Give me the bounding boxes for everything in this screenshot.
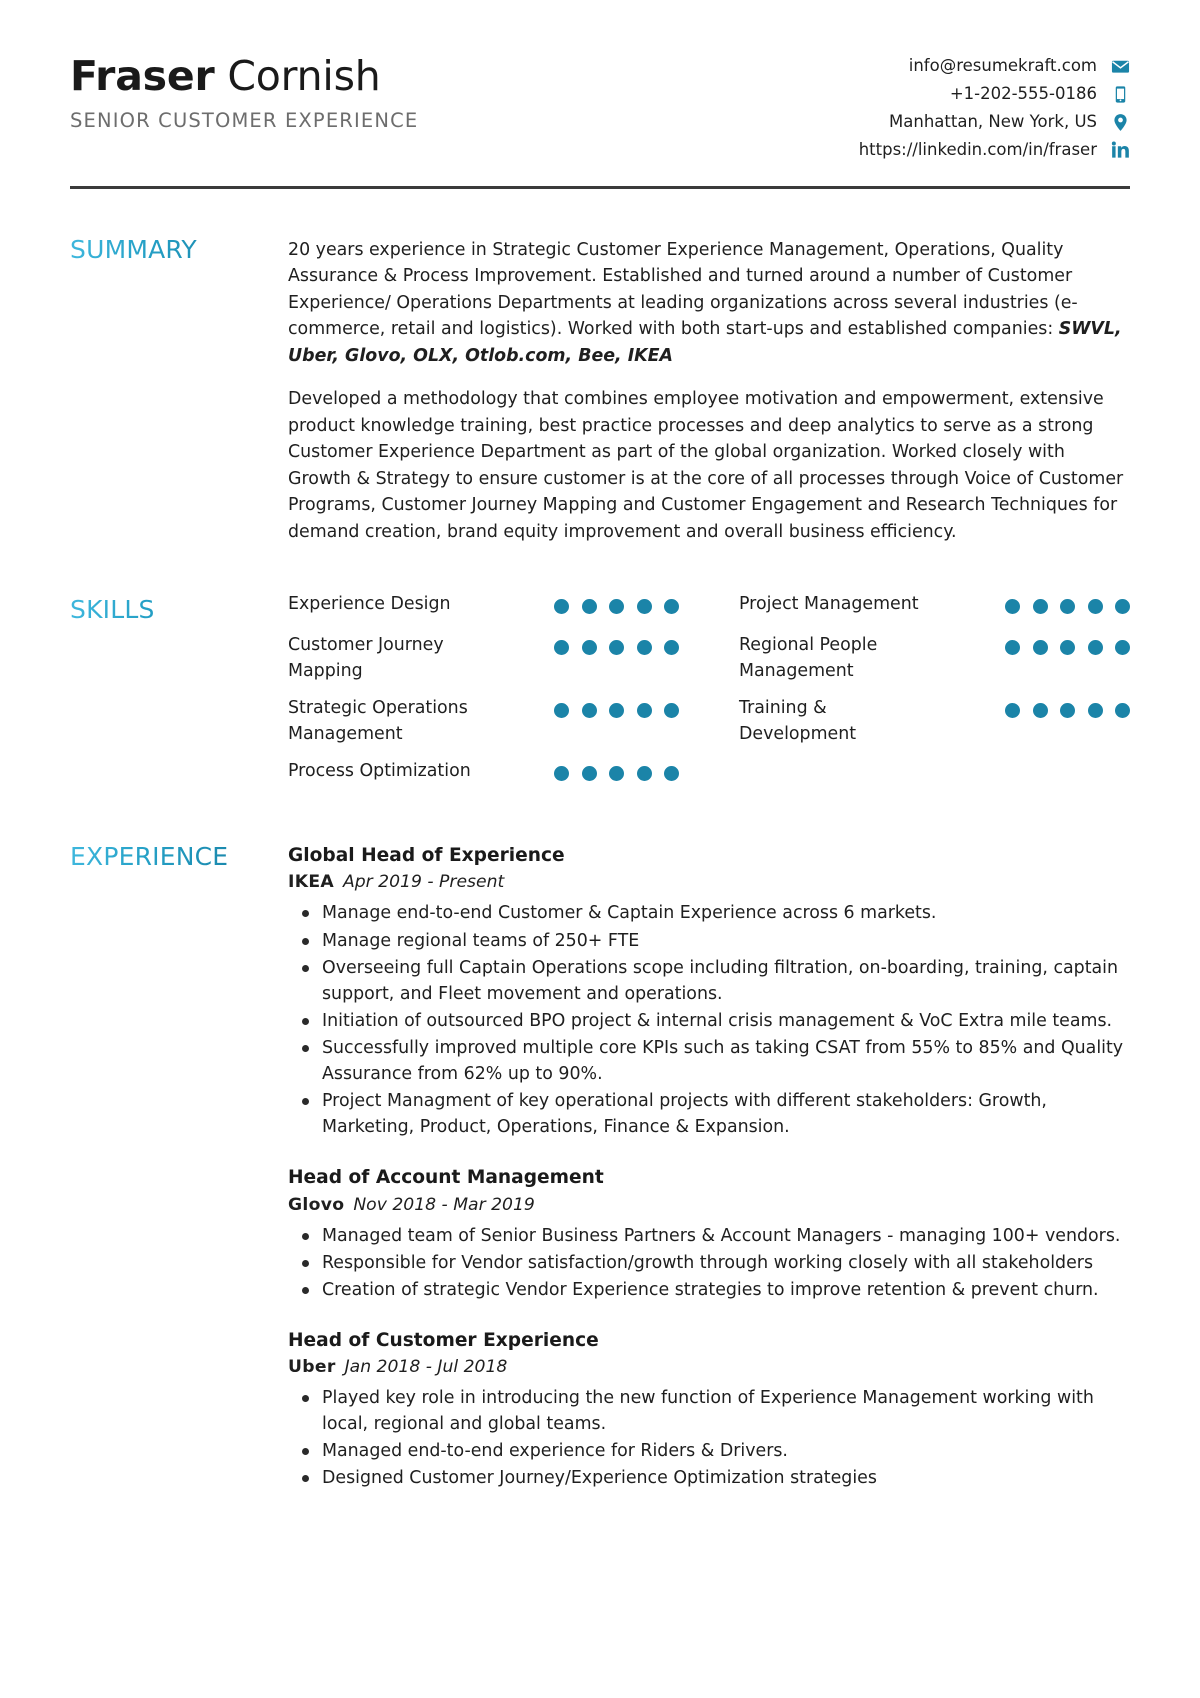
rating-dot <box>609 766 624 781</box>
skill-name: Customer Journey Mapping <box>288 634 444 681</box>
job-bullet: Manage regional teams of 250+ FTE <box>288 928 1130 954</box>
job-bullet: Played key role in introducing the new function of Experience Management working with local, regional and global teams. <box>288 1385 1130 1437</box>
job-meta <box>288 870 1130 895</box>
skill-name: Process Optimization <box>288 761 471 782</box>
summary-paragraph-2: Developed a methodology that combines employee motivation and empowerment, extensive product knowledge training, best practice processes and deep analytics to serve as a strong Customer Experience Department as part of the global organization. Worked closely with Growth & Strategy to ensure customer is at the core of all processes through Voice of Customer Programs, Customer Journey Mapping and Customer Engagement and Research Techniques for demand creation, brand equity improvement and overall business efficiency. <box>288 389 1124 542</box>
contact-linkedin-text: https://linkedin.com/in/fraser <box>858 139 1097 159</box>
rating-dot <box>1088 640 1103 655</box>
rating-dot <box>554 599 569 614</box>
experience-entry <box>288 1329 1130 1492</box>
skill-item <box>739 633 1130 684</box>
job-company: IKEA <box>288 872 334 893</box>
job-meta <box>288 1193 1130 1218</box>
summary-body <box>288 237 1130 545</box>
job-bullet: Overseeing full Captain Operations scope including filtration, on-boarding, training, captain support, and Fleet movement and operations. <box>288 955 1130 1007</box>
contact-email[interactable] <box>859 52 1130 80</box>
experience-entry <box>288 1166 1130 1302</box>
rating-dot <box>582 766 597 781</box>
rating-dot <box>1005 640 1020 655</box>
job-role: Head of Account Management <box>288 1167 604 1189</box>
last-name: Cornish <box>227 52 381 100</box>
skill-rating-dots <box>1005 633 1130 655</box>
envelope-icon <box>1111 57 1130 76</box>
job-bullet: Initiation of outsourced BPO project & internal crisis management & VoC Extra mile teams. <box>288 1008 1130 1034</box>
rating-dot <box>554 766 569 781</box>
job-dates: Nov 2018 - Mar 2019 <box>353 1194 535 1215</box>
skill-item <box>739 592 1130 621</box>
skill-name: Strategic Operations Management <box>288 698 468 744</box>
rating-dot <box>637 640 652 655</box>
first-name: Fraser <box>70 52 215 100</box>
skill-name: Project Management <box>739 593 919 614</box>
job-company: Uber <box>288 1357 336 1377</box>
contact-location-text: Manhattan, New York, US <box>889 111 1097 131</box>
skill-rating-dots <box>554 633 679 655</box>
skills-section <box>70 593 1130 800</box>
rating-dot <box>609 640 624 655</box>
job-company: Glovo <box>288 1194 345 1215</box>
rating-dot <box>1115 599 1130 614</box>
job-bullets <box>288 1223 1130 1303</box>
summary-heading: SUMMARY <box>70 237 288 262</box>
skill-rating-dots <box>1005 696 1130 718</box>
rating-dot <box>609 703 624 718</box>
skill-item <box>288 759 679 788</box>
rating-dot <box>554 703 569 718</box>
rating-dot <box>637 703 652 718</box>
rating-dot <box>637 599 652 614</box>
rating-dot <box>1033 703 1048 718</box>
skill-rating-dots <box>554 696 679 718</box>
rating-dot <box>1005 599 1020 614</box>
job-bullet: Manage end-to-end Customer & Captain Experience across 6 markets. <box>288 900 1130 926</box>
skill-name: Experience Design <box>288 593 451 614</box>
rating-dot <box>664 640 679 655</box>
linkedin-icon <box>1111 141 1130 160</box>
headline-job-title: SENIOR CUSTOMER EXPERIENCE <box>70 108 419 132</box>
page-title <box>70 54 418 100</box>
resume-header <box>70 46 1130 178</box>
rating-dot <box>1060 703 1075 718</box>
job-dates: Jan 2018 - Jul 2018 <box>344 1357 508 1377</box>
rating-dot <box>554 640 569 655</box>
experience-section <box>70 844 1130 1492</box>
contact-phone[interactable] <box>859 80 1130 108</box>
experience-body <box>288 844 1130 1492</box>
rating-dot <box>1115 703 1130 718</box>
job-bullets <box>288 1385 1130 1491</box>
contact-phone-text: +1-202-555-0186 <box>949 83 1097 103</box>
summary-paragraph-1 <box>288 237 1130 369</box>
job-bullet: Successfully improved multiple core KPIs such as taking CSAT from 55% to 85% and Quality Assurance from 62% up to 90%. <box>288 1035 1130 1087</box>
skill-item <box>288 696 679 747</box>
job-bullets <box>288 900 1130 1140</box>
skills-column-right <box>739 592 1130 800</box>
contact-location[interactable] <box>859 108 1130 136</box>
experience-heading: EXPERIENCE <box>70 844 288 869</box>
rating-dot <box>637 766 652 781</box>
rating-dot <box>1033 599 1048 614</box>
job-bullet: Responsible for Vendor satisfaction/growth through working closely with all stakeholders <box>288 1250 1130 1276</box>
rating-dot <box>1033 640 1048 655</box>
skills-grid <box>288 592 1130 800</box>
contact-linkedin[interactable] <box>859 136 1130 164</box>
skill-item <box>288 633 679 684</box>
skill-rating-dots <box>554 759 679 781</box>
job-bullet: Creation of strategic Vendor Experience strategies to improve retention & prevent churn. <box>288 1277 1130 1303</box>
rating-dot <box>1005 703 1020 718</box>
skills-body <box>288 593 1130 800</box>
contact-list <box>859 46 1130 164</box>
job-role: Global Head of Experience <box>288 845 565 867</box>
rating-dot <box>1088 703 1103 718</box>
skill-name: Training & Development <box>739 698 857 744</box>
rating-dot <box>1060 599 1075 614</box>
skill-name: Regional People Management <box>739 634 878 681</box>
header-divider <box>70 186 1130 189</box>
rating-dot <box>609 599 624 614</box>
job-dates: Apr 2019 - Present <box>342 872 505 893</box>
skill-rating-dots <box>1005 592 1130 614</box>
job-meta <box>288 1355 1130 1380</box>
identity-block <box>70 46 418 132</box>
summary-section <box>70 237 1130 545</box>
rating-dot <box>582 599 597 614</box>
rating-dot <box>664 599 679 614</box>
experience-entry <box>288 844 1130 1140</box>
rating-dot <box>582 640 597 655</box>
job-bullet: Project Managment of key operational projects with different stakeholders: Growth, Marketing, Product, Operations, Finance & Expansion. <box>288 1088 1130 1140</box>
rating-dot <box>1115 640 1130 655</box>
job-role: Head of Customer Experience <box>288 1329 599 1351</box>
phone-icon <box>1111 85 1130 104</box>
skills-heading: SKILLS <box>70 597 288 622</box>
job-bullet: Designed Customer Journey/Experience Optimization strategies <box>288 1465 1130 1491</box>
skill-item <box>288 592 679 621</box>
rating-dot <box>582 703 597 718</box>
rating-dot <box>1060 640 1075 655</box>
job-bullet: Managed end-to-end experience for Riders & Drivers. <box>288 1438 1130 1464</box>
skills-column-left <box>288 592 679 800</box>
job-bullet: Managed team of Senior Business Partners & Account Managers - managing 100+ vendors. <box>288 1223 1130 1249</box>
location-pin-icon <box>1111 113 1130 132</box>
contact-email-text: info@resumekraft.com <box>908 55 1097 75</box>
rating-dot <box>1088 599 1103 614</box>
rating-dot <box>664 766 679 781</box>
rating-dot <box>664 703 679 718</box>
summary-paragraph-1-text: 20 years experience in Strategic Customer Experience Management, Operations, Quality Assurance & Process Improvement. Established and turned around a number of Customer Experience/ Operations Departments at leading organizations across several industries (e-commerce, retail and logistics). Worked with both start-ups and established companies: <box>288 240 1078 340</box>
skill-rating-dots <box>554 592 679 614</box>
skill-item <box>739 696 1130 747</box>
summary-companies-emphasis: SWVL, Uber, Glovo, OLX, Otlob.com, Bee, IKEA <box>288 319 1122 366</box>
